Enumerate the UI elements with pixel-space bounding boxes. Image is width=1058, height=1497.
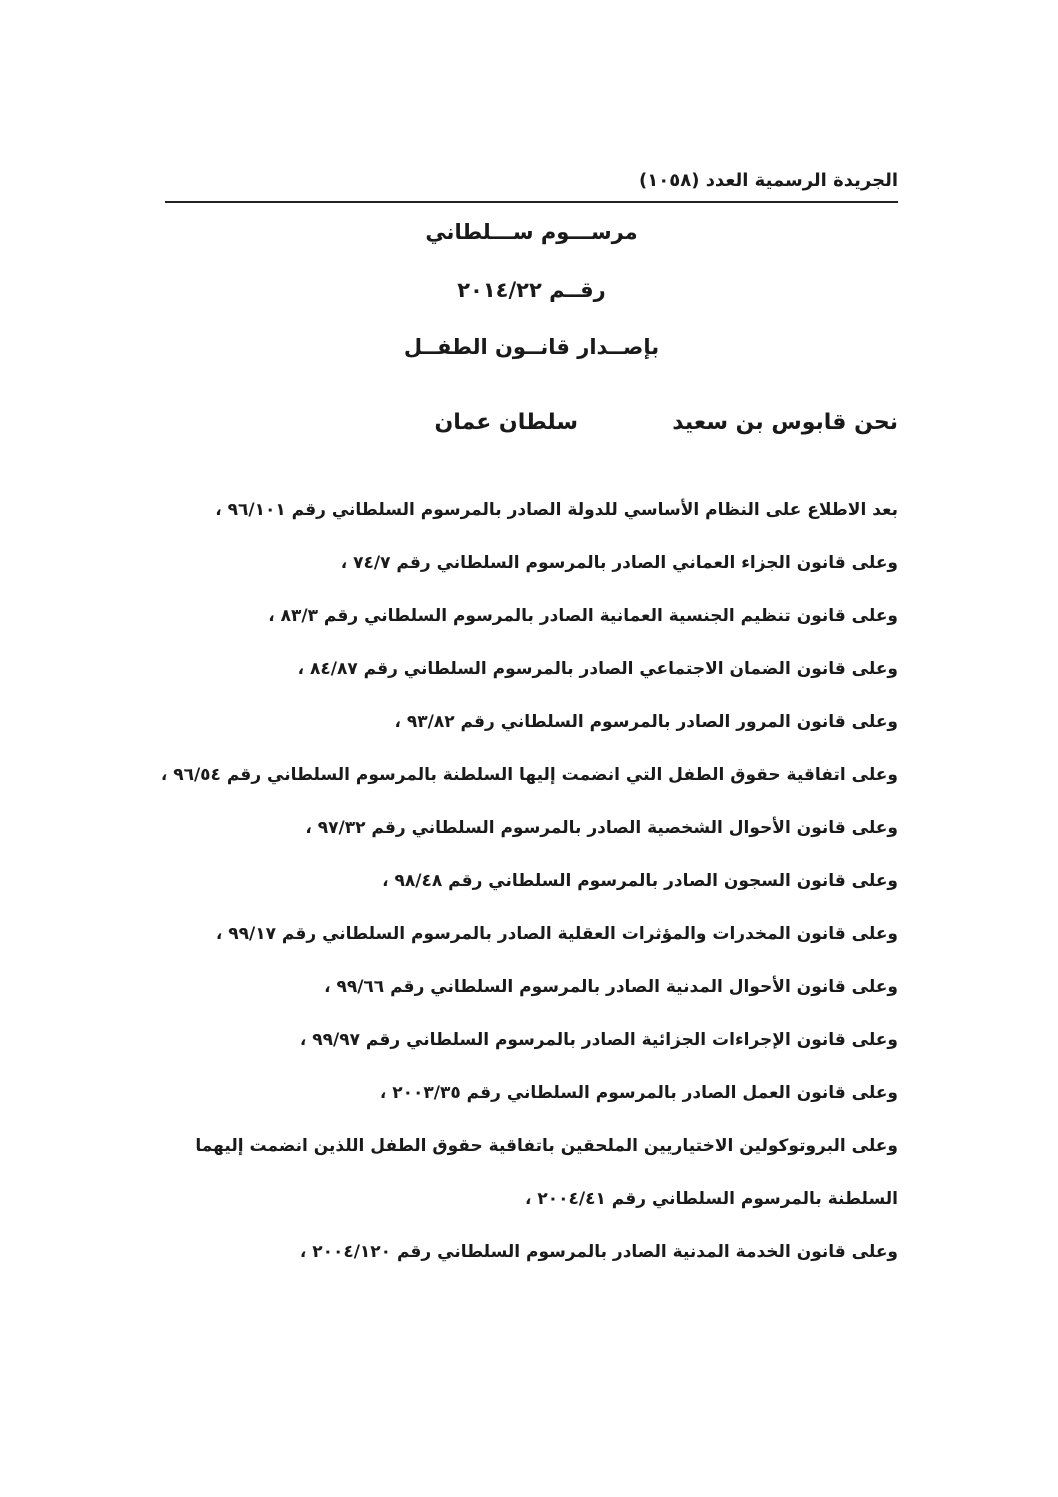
gazette-header: الجريدة الرسمية العدد (١٠٥٨) bbox=[639, 170, 898, 191]
preamble-clause: وعلى قانون المرور الصادر بالمرسوم السلطاني رقم ٩٣/٨٢ ، bbox=[394, 712, 898, 732]
preamble-clauses bbox=[158, 484, 898, 1279]
sovereign-line bbox=[165, 410, 898, 440]
preamble-clause: وعلى قانون المخدرات والمؤثرات العقلية الصادر بالمرسوم السلطاني رقم ٩٩/١٧ ، bbox=[215, 924, 898, 944]
decree-number: رقــم ٢٠١٤/٢٢ bbox=[457, 278, 606, 302]
preamble-clause: وعلى اتفاقية حقوق الطفل التي انضمت إليها السلطنة بالمرسوم السلطاني رقم ٩٦/٥٤ ، bbox=[160, 765, 898, 785]
preamble-clause: وعلى قانون الأحوال المدنية الصادر بالمرسوم السلطاني رقم ٩٩/٦٦ ، bbox=[324, 977, 898, 997]
preamble-clause: وعلى قانون السجون الصادر بالمرسوم السلطاني رقم ٩٨/٤٨ ، bbox=[382, 871, 898, 891]
preamble-clause: وعلى البروتوكولين الاختياريين الملحقين باتفاقية حقوق الطفل اللذين انضمت إليهما bbox=[195, 1136, 898, 1156]
sovereign-title: سلطان عمان bbox=[434, 410, 578, 435]
preamble-clause: بعد الاطلاع على النظام الأساسي للدولة الصادر بالمرسوم السلطاني رقم ٩٦/١٠١ ، bbox=[215, 500, 898, 520]
preamble-clause: وعلى قانون الخدمة المدنية الصادر بالمرسوم السلطاني رقم ٢٠٠٤/١٢٠ ، bbox=[299, 1242, 898, 1262]
preamble-clause: وعلى قانون الأحوال الشخصية الصادر بالمرسوم السلطاني رقم ٩٧/٣٢ ، bbox=[305, 818, 898, 838]
preamble-clause: وعلى قانون الإجراءات الجزائية الصادر بالمرسوم السلطاني رقم ٩٩/٩٧ ، bbox=[299, 1030, 898, 1050]
preamble-clause: وعلى قانون تنظيم الجنسية العمانية الصادر بالمرسوم السلطاني رقم ٨٣/٣ ، bbox=[268, 606, 898, 626]
preamble-clause: وعلى قانون الضمان الاجتماعي الصادر بالمرسوم السلطاني رقم ٨٤/٨٧ ، bbox=[297, 659, 898, 679]
decree-subject: بإصــدار قانــون الطفــل bbox=[403, 335, 660, 359]
sovereign-name: نحن قابوس بن سعيد bbox=[672, 410, 898, 435]
preamble-clause: وعلى قانون الجزاء العماني الصادر بالمرسوم السلطاني رقم ٧٤/٧ ، bbox=[340, 553, 898, 573]
header-divider bbox=[165, 201, 898, 203]
preamble-clause: السلطنة بالمرسوم السلطاني رقم ٢٠٠٤/٤١ ، bbox=[525, 1189, 898, 1209]
preamble-clause: وعلى قانون العمل الصادر بالمرسوم السلطاني رقم ٢٠٠٣/٣٥ ، bbox=[379, 1083, 898, 1103]
decree-title: مرســـوم ســـلطاني bbox=[425, 220, 638, 244]
